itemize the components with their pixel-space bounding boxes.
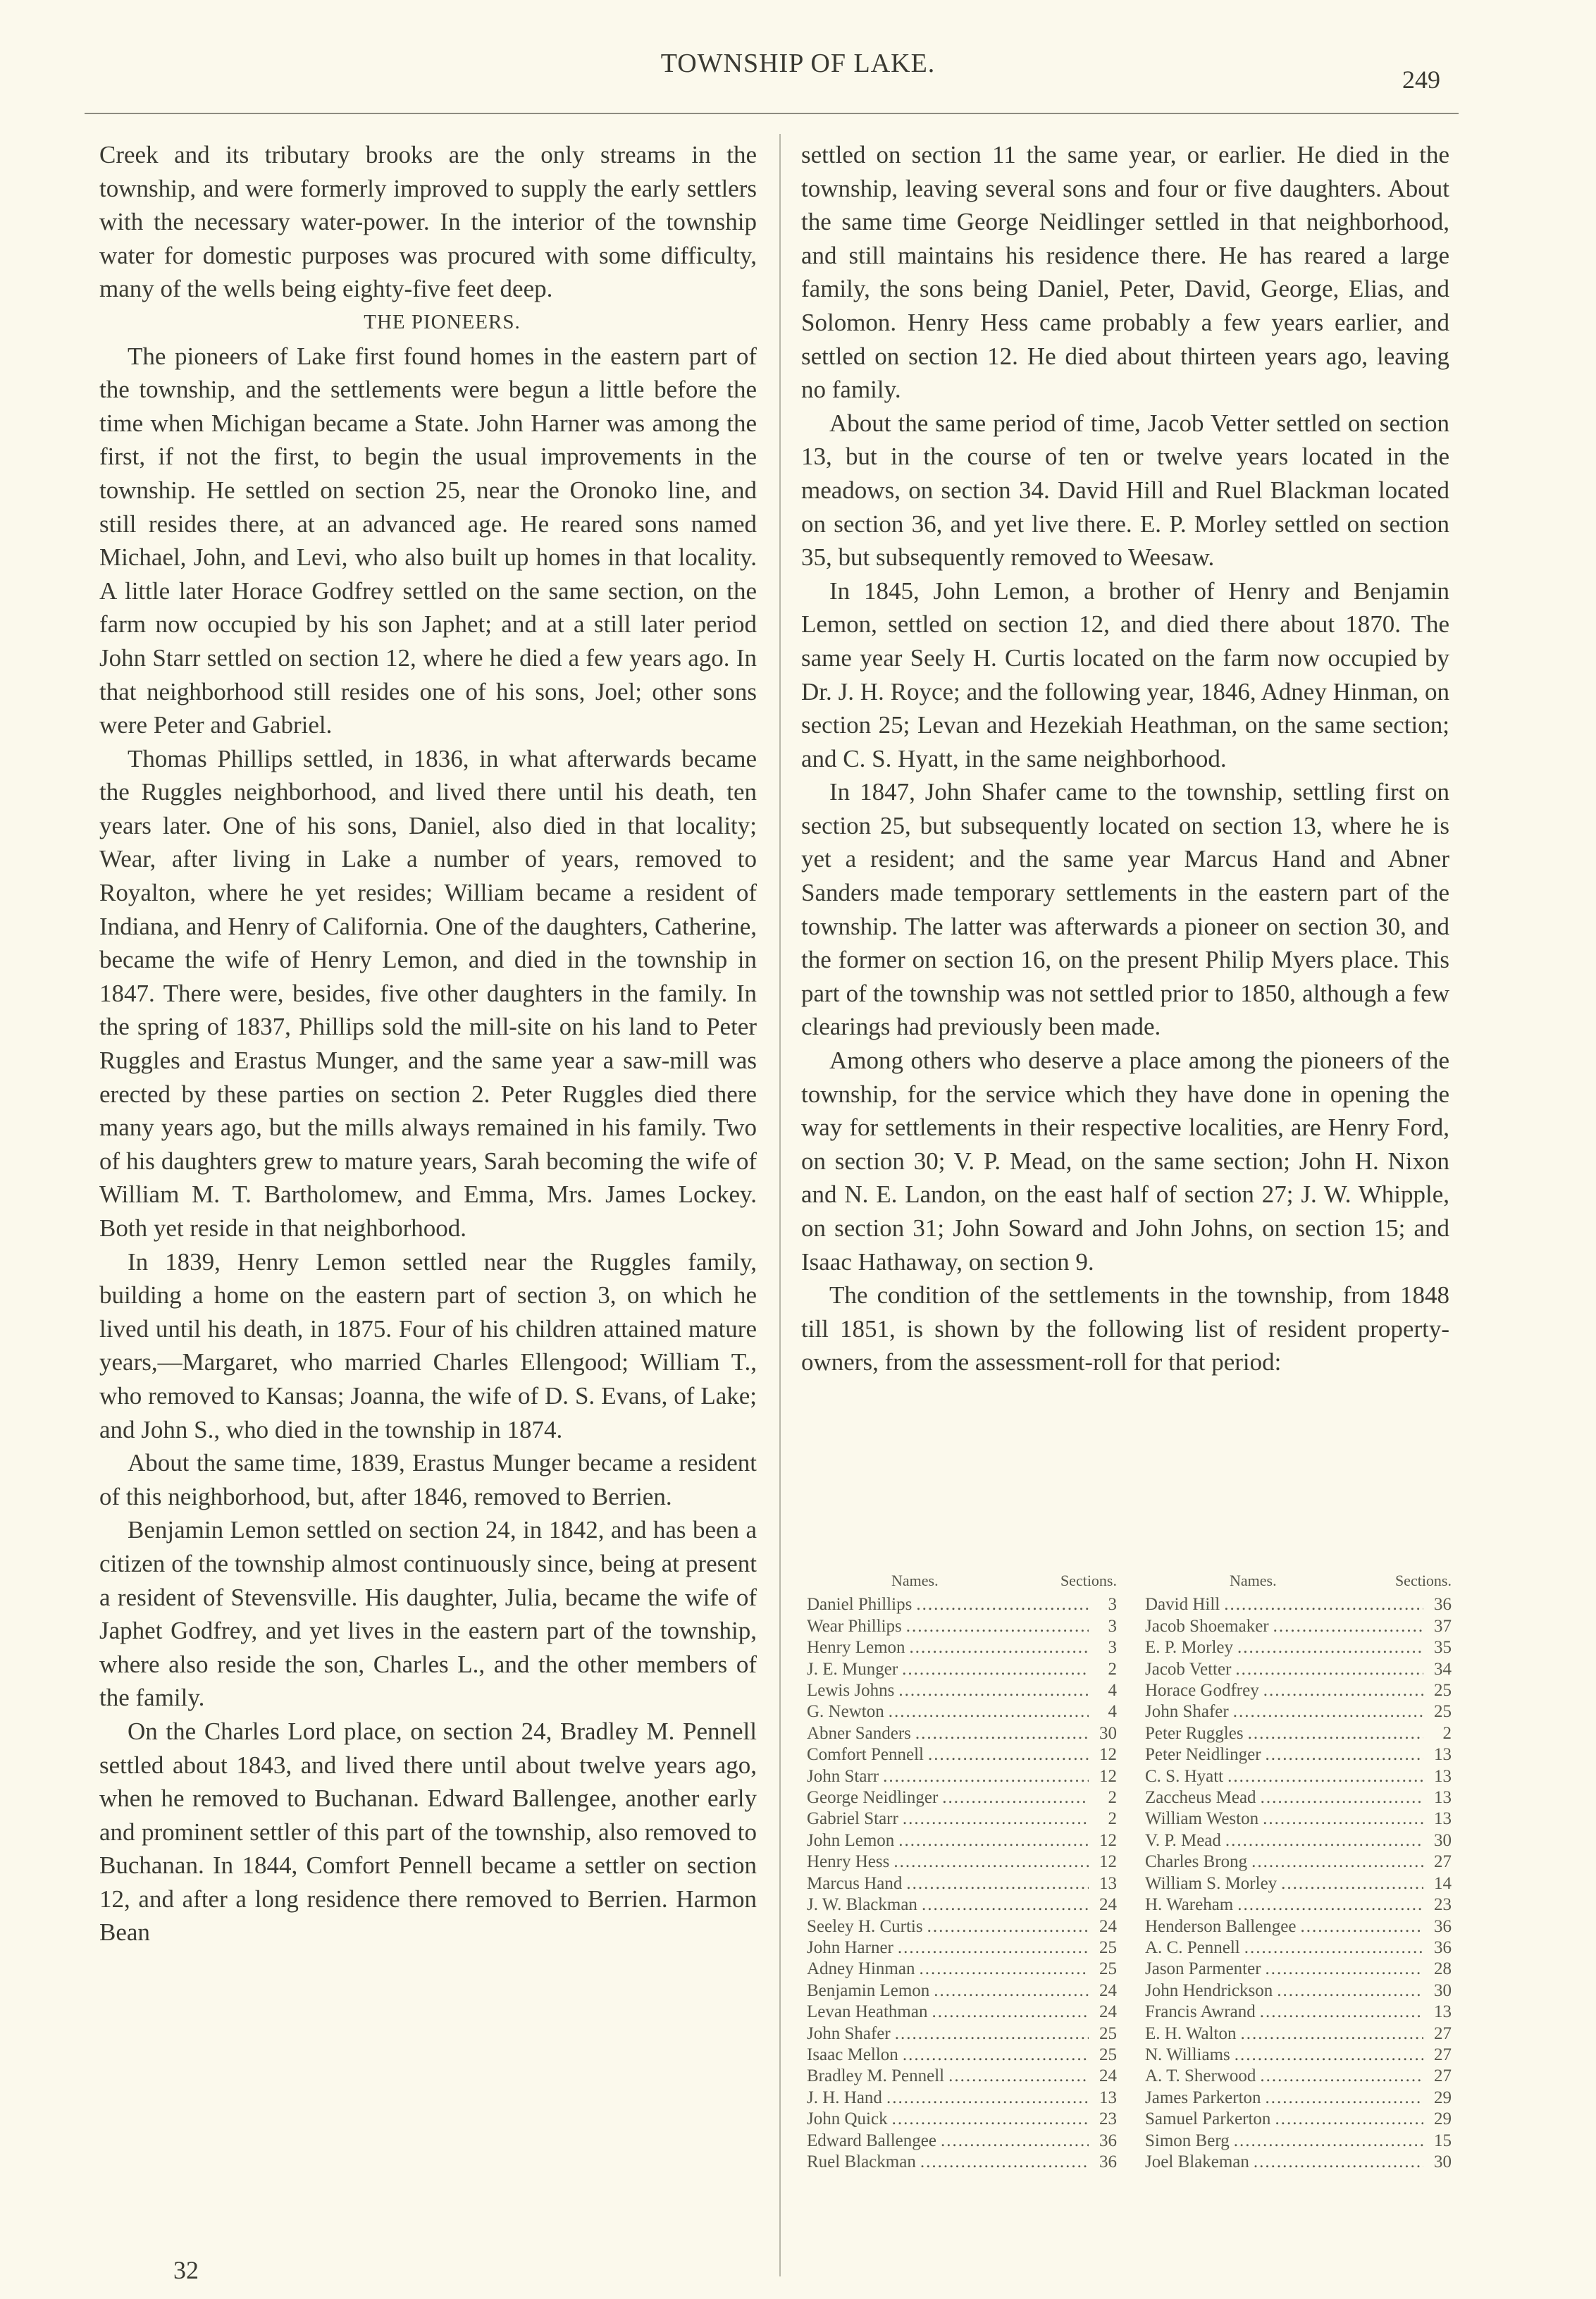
dot-leader <box>1225 1830 1423 1851</box>
dot-leader <box>886 2088 1089 2109</box>
dot-leader <box>942 1787 1089 1808</box>
section-number: 24 <box>1099 2002 1117 2022</box>
table-row <box>1145 2131 1452 2152</box>
section-number: 23 <box>1434 1895 1452 1915</box>
dot-leader <box>927 1916 1089 1937</box>
table-row <box>807 2088 1117 2109</box>
table-row <box>807 2152 1117 2173</box>
folio-signature: 32 <box>173 2256 199 2284</box>
table-row <box>1145 1659 1452 1680</box>
table-row <box>1145 1980 1452 2002</box>
owner-name: Isaac Mellon <box>807 2045 898 2064</box>
section-number: 12 <box>1099 1852 1117 1872</box>
section-number: 25 <box>1099 1937 1117 1957</box>
section-number: 4 <box>1108 1702 1117 1722</box>
paragraph: Benjamin Lemon settled on section 24, in 1842, and has been a citizen of the township almost continuously since, being at present a resident of Stevensville. His daughter, Julia, became the wife of Japhet Godfrey, and yet lives in the eastern part of the township, where also reside the son, Charles L., and the other members of the family. <box>99 1516 757 1712</box>
section-number: 30 <box>1099 1723 1117 1743</box>
owner-name: V. P. Mead <box>1145 1830 1221 1850</box>
owner-name: John Shafer <box>1145 1702 1229 1722</box>
section-number: 36 <box>1434 1595 1452 1615</box>
owner-name: John Harner <box>807 1937 893 1957</box>
assessment-table-left <box>807 1570 1117 2173</box>
paragraph: The condition of the settlements in the township, from 1848 till 1851, is shown by the following list of resident property-owners, from the assessment-roll for that period: <box>801 1281 1449 1376</box>
dot-leader <box>906 1616 1089 1637</box>
table-row <box>807 2002 1117 2023</box>
owner-name: A. C. Pennell <box>1145 1937 1240 1957</box>
owner-name: J. H. Hand <box>807 2088 882 2107</box>
dot-leader <box>1235 1659 1423 1680</box>
paragraph: Thomas Phillips settled, in 1836, in what afterwards became the Ruggles neighborhood, and lived there until his death, ten years later. One of his sons, Daniel, also died in that locality; Wear, after living in Lake a number of years, removed to Royalton, where he yet resides; William became a resident of Indiana, and Henry of California. One of the daughters, Catherine, became the wife of Henry Lemon, and died in the township in 1847. There were, besides, five other daughters in the family. In the spring of 1837, Phillips sold the mill-site on his land to Peter Ruggles and Erastus Munger, and the same year a saw-mill was erected by these parties on section 2. Peter Ruggles died there many years ago, but the mills always remained in his family. Two of his daughters grew to mature years, Sarah becoming the wife of William M. T. Bartholomew, and Emma, Mrs. James Lockey. Both yet reside in that neighborhood. <box>99 744 757 1242</box>
table-row <box>807 1680 1117 1701</box>
page-number: 249 <box>1402 66 1440 94</box>
table-row <box>807 1808 1117 1830</box>
section-number: 23 <box>1099 2109 1117 2129</box>
section-number: 29 <box>1434 2088 1452 2107</box>
owner-name: William Weston <box>1145 1809 1259 1829</box>
owner-name: Henry Lemon <box>807 1638 905 1658</box>
owner-name: Henry Hess <box>807 1852 890 1872</box>
dot-leader <box>919 1959 1089 1980</box>
table-row <box>1145 2066 1452 2087</box>
names-header: Names. <box>1230 1572 1277 1589</box>
owner-name: J. W. Blackman <box>807 1895 917 1915</box>
dot-leader <box>1227 1766 1423 1787</box>
paragraph: About the same period of time, Jacob Vetter settled on section 13, but in the course of ten or twelve years located in the meadows, on section 34. David Hill and Ruel Blackman located on section 36, and yet live there. E. P. Morley settled on section 35, but subsequently removed to Weesaw. <box>801 409 1449 572</box>
table-row <box>807 1937 1117 1959</box>
table-row <box>1145 1766 1452 1787</box>
table-row <box>1145 1701 1452 1722</box>
table-row <box>1145 1616 1452 1637</box>
dot-leader <box>898 1830 1089 1851</box>
dot-leader <box>892 2109 1089 2130</box>
owner-name: Gabriel Starr <box>807 1809 898 1829</box>
owner-name: J. E. Munger <box>807 1659 898 1679</box>
paragraph: About the same time, 1839, Erastus Munger became a resident of this neighborhood, but, after 1846, removed to Berrien. <box>99 1449 757 1510</box>
dot-leader <box>906 1873 1089 1894</box>
section-number: 35 <box>1434 1638 1452 1658</box>
table-row <box>807 1659 1117 1680</box>
owner-name: Samuel Parkerton <box>1145 2109 1271 2129</box>
owner-name: E. P. Morley <box>1145 1638 1233 1658</box>
section-number: 24 <box>1099 2066 1117 2086</box>
running-head: TOWNSHIP OF LAKE. <box>660 49 936 78</box>
table-row <box>807 2066 1117 2087</box>
dot-leader <box>928 1744 1089 1765</box>
section-number: 13 <box>1434 1766 1452 1786</box>
table-row <box>1145 2023 1452 2045</box>
assessment-table-right <box>1145 1570 1452 2173</box>
table-row <box>807 1744 1117 1765</box>
paragraph: Creek and its tributary brooks are the only streams in the township, and were formerly improved to supply the early settlers with the necessary water-power. In the interior of the township water for domestic purposes was procured with some difficulty, many of the wells being eighty-five feet deep. <box>99 141 757 303</box>
dot-leader <box>1237 1894 1423 1916</box>
dot-leader <box>1263 1680 1423 1701</box>
dot-leader <box>1266 1744 1423 1765</box>
section-heading: THE PIONEERS. <box>364 310 521 333</box>
left-column <box>99 138 757 1949</box>
owner-name: Zaccheus Mead <box>1145 1788 1256 1808</box>
sections-header: Sections. <box>1060 1572 1117 1589</box>
owner-name: Bradley M. Pennell <box>807 2066 945 2086</box>
sections-header: Sections. <box>1394 1572 1452 1589</box>
dot-leader <box>941 2131 1089 2152</box>
section-number: 2 <box>1108 1788 1117 1808</box>
table-row <box>1145 1744 1452 1765</box>
dot-leader <box>916 1594 1089 1615</box>
owner-name: H. Wareham <box>1145 1895 1234 1915</box>
owner-name: John Starr <box>807 1766 879 1786</box>
section-number: 24 <box>1099 1895 1117 1915</box>
table-row <box>807 1894 1117 1916</box>
table-row <box>807 2045 1117 2066</box>
section-number: 36 <box>1099 2131 1117 2150</box>
dot-leader <box>1260 2002 1423 2023</box>
section-number: 25 <box>1434 1681 1452 1701</box>
dot-leader <box>902 1659 1089 1680</box>
owner-name: Jacob Shoemaker <box>1145 1616 1269 1636</box>
owner-name: Comfort Pennell <box>807 1745 924 1765</box>
dot-leader <box>1275 2109 1423 2130</box>
owner-name: John Hendrickson <box>1145 1980 1273 2000</box>
dot-leader <box>948 2066 1089 2087</box>
table-row <box>807 1787 1117 1808</box>
owner-name: Horace Godfrey <box>1145 1681 1259 1701</box>
owner-name: E. H. Walton <box>1145 2023 1237 2043</box>
section-number: 34 <box>1434 1659 1452 1679</box>
paragraph: In 1839, Henry Lemon settled near the Ruggles family, building a home on the eastern part of section 3, on which he lived until his death, in 1875. Four of his children attained mature years,—Margaret, who married Charles Ellengood; William T., who removed to Kansas; Joanna, the wife of D. S. Evans, of Lake; and John S., who died in the township in 1874. <box>99 1247 757 1443</box>
table-row <box>807 1594 1117 1615</box>
table-row <box>1145 1594 1452 1615</box>
table-row <box>1145 1959 1452 1980</box>
owner-name: Peter Ruggles <box>1145 1723 1244 1743</box>
section-number: 13 <box>1434 2002 1452 2022</box>
table-row <box>807 2109 1117 2130</box>
section-number: 4 <box>1108 1681 1117 1701</box>
section-number: 24 <box>1099 1916 1117 1936</box>
owner-name: Joel Blakeman <box>1145 2152 1249 2171</box>
section-number: 37 <box>1434 1616 1452 1636</box>
section-number: 36 <box>1099 2152 1117 2171</box>
paragraph: Among others who deserve a place among the pioneers of the township, for the service which they have done in opening the way for settlements in their respective localities, are Henry Ford, on section 30; V. P. Mead, on the same section; John H. Nixon and N. E. Landon, on the east half of section 27; J. W. Whipple, on section 31; John Soward and John Johns, on section 15; and Isaac Hathaway, on section 9. <box>801 1047 1449 1276</box>
dot-leader <box>903 1808 1089 1830</box>
paragraph: The pioneers of Lake first found homes in the eastern part of the township, and the settlements were begun a little before the time when Michigan became a State. John Harner was among the first, if not the first, to begin the usual improvements in the township. He settled on section 25, near the Oronoko line, and still resides there, at an advanced age. He reared sons named Michael, John, and Levi, who also built up homes in that locality. A little later Horace Godfrey settled on the same section, on the farm now occupied by his son Japhet; and at a still later period John Starr settled on section 12, where he died a few years ago. In that neighborhood still resides one of his sons, Joel; other sons were Peter and Gabriel. <box>99 342 757 739</box>
section-number: 3 <box>1108 1616 1117 1636</box>
paragraph: In 1847, John Shafer came to the township, settling first on section 25, but subsequently located on section 13, where he is yet a resident; and the same year Marcus Hand and Abner Sanders made temporary settlements in the eastern part of the township. The latter was afterwards a pioneer on section 30, and the former on section 16, on the present Philip Myers place. This part of the township was not settled prior to 1850, although a few clearings had previously been made. <box>801 778 1449 1041</box>
table-row <box>1145 1637 1452 1658</box>
table-row <box>807 1916 1117 1937</box>
dot-leader <box>920 2152 1089 2173</box>
table-row <box>1145 2152 1452 2173</box>
section-number: 27 <box>1434 2066 1452 2086</box>
table-row <box>1145 1916 1452 1937</box>
table-row <box>807 1616 1117 1637</box>
table-row <box>807 2131 1117 2152</box>
owner-name: Levan Heathman <box>807 2002 928 2022</box>
owner-name: C. S. Hyatt <box>1145 1766 1224 1786</box>
dot-leader <box>934 1980 1089 2002</box>
table-row <box>807 1723 1117 1744</box>
section-number: 30 <box>1434 2152 1452 2171</box>
dot-leader <box>895 2023 1089 2045</box>
dot-leader <box>1277 1980 1423 2002</box>
table-row <box>807 1980 1117 2002</box>
table-row <box>807 1637 1117 1658</box>
owner-name: A. T. Sherwood <box>1145 2066 1256 2086</box>
table-header <box>807 1570 1117 1591</box>
dot-leader <box>1266 1959 1423 1980</box>
table-row <box>807 1873 1117 1894</box>
owner-name: Benjamin Lemon <box>807 1980 930 2000</box>
table-row <box>807 1851 1117 1873</box>
owner-name: N. Williams <box>1145 2045 1230 2064</box>
dot-leader <box>893 1851 1089 1873</box>
dot-leader <box>1233 1701 1423 1722</box>
owner-name: Abner Sanders <box>807 1723 911 1743</box>
table-row <box>1145 2002 1452 2023</box>
section-number: 36 <box>1434 1937 1452 1957</box>
column-rule <box>779 134 781 2276</box>
owner-name: John Quick <box>807 2109 888 2129</box>
table-row <box>1145 1873 1452 1894</box>
dot-leader <box>1281 1873 1423 1894</box>
owner-name: Jacob Vetter <box>1145 1659 1232 1679</box>
dot-leader <box>1251 1851 1423 1873</box>
table-row <box>1145 1808 1452 1830</box>
table-row <box>807 1959 1117 1980</box>
section-number: 3 <box>1108 1638 1117 1658</box>
dot-leader <box>898 1680 1089 1701</box>
dot-leader <box>1240 2023 1423 2045</box>
section-number: 13 <box>1099 2088 1117 2107</box>
section-number: 25 <box>1099 2045 1117 2064</box>
section-number: 12 <box>1099 1766 1117 1786</box>
owner-name: James Parkerton <box>1145 2088 1261 2107</box>
section-number: 25 <box>1434 1702 1452 1722</box>
owner-name: David Hill <box>1145 1595 1220 1615</box>
dot-leader <box>889 1701 1089 1722</box>
section-number: 12 <box>1099 1830 1117 1850</box>
dot-leader <box>915 1723 1089 1744</box>
section-number: 25 <box>1099 1959 1117 1979</box>
section-number: 27 <box>1434 2045 1452 2064</box>
section-number: 13 <box>1434 1809 1452 1829</box>
dot-leader <box>1248 1723 1423 1744</box>
section-number: 2 <box>1108 1659 1117 1679</box>
table-row <box>807 1830 1117 1851</box>
paragraph: settled on section 11 the same year, or earlier. He died in the township, leaving several sons and four or five daughters. About the same time George Neidlinger settled in that neighborhood, and still maintains his residence there. He has reared a large family, the sons being Daniel, Peter, David, George, Elias, and Solomon. Henry Hess came probably a few years earlier, and settled on section 12. He died about thirteen years ago, leaving no family. <box>801 141 1449 404</box>
owner-name: Adney Hinman <box>807 1959 915 1979</box>
owner-name: William S. Morley <box>1145 1873 1278 1893</box>
section-number: 13 <box>1434 1788 1452 1808</box>
paragraph: On the Charles Lord place, on section 24, Bradley M. Pennell settled about 1843, and lived there until about twelve years ago, when he removed to Buchanan. Edward Ballengee, another early and prominent settler of this part of the township, also removed to Buchanan. In 1844, Comfort Pennell became a settler on section 12, and after a long residence there removed to Berrien. Harmon Bean <box>99 1717 757 1947</box>
table-row <box>1145 1937 1452 1959</box>
table-row <box>807 2023 1117 2045</box>
paragraph: In 1845, John Lemon, a brother of Henry and Benjamin Lemon, settled on section 12, and died there about 1870. The same year Seely H. Curtis located on the farm now occupied by Dr. J. H. Royce; and the following year, 1846, Adney Hinman, on section 25; Levan and Hezekiah Heathman, on the same section; and C. S. Hyatt, in the same neighborhood. <box>801 577 1449 772</box>
dot-leader <box>898 1937 1089 1959</box>
owner-name: Jason Parmenter <box>1145 1959 1261 1979</box>
owner-name: G. Newton <box>807 1702 884 1722</box>
section-number: 29 <box>1434 2109 1452 2129</box>
table-row <box>807 1766 1117 1787</box>
dot-leader <box>1235 2045 1423 2066</box>
dot-leader <box>1244 1937 1423 1959</box>
section-number: 13 <box>1434 1745 1452 1765</box>
table-row <box>1145 1830 1452 1851</box>
dot-leader <box>1237 1637 1423 1658</box>
right-column <box>801 138 1449 1379</box>
dot-leader <box>903 2045 1089 2066</box>
section-number: 36 <box>1434 1916 1452 1936</box>
section-number: 12 <box>1099 1745 1117 1765</box>
owner-name: Marcus Hand <box>807 1873 903 1893</box>
owner-name: Lewis Johns <box>807 1681 895 1701</box>
section-number: 27 <box>1434 2023 1452 2043</box>
table-row <box>1145 2088 1452 2109</box>
owner-name: John Shafer <box>807 2023 891 2043</box>
dot-leader <box>1261 1787 1423 1808</box>
owner-name: Charles Brong <box>1145 1852 1248 1872</box>
section-number: 28 <box>1434 1959 1452 1979</box>
table-row <box>1145 1851 1452 1873</box>
dot-leader <box>1224 1594 1423 1615</box>
dot-leader <box>1260 2066 1423 2087</box>
owner-name: Simon Berg <box>1145 2131 1230 2150</box>
table-row <box>1145 1894 1452 1916</box>
names-header: Names. <box>891 1572 939 1589</box>
section-number: 2 <box>1108 1809 1117 1829</box>
section-number: 30 <box>1434 1830 1452 1850</box>
section-number: 3 <box>1108 1595 1117 1615</box>
dot-leader <box>922 1894 1089 1916</box>
header-rule <box>85 113 1459 114</box>
dot-leader <box>1263 1808 1423 1830</box>
dot-leader <box>1273 1616 1423 1637</box>
dot-leader <box>883 1766 1089 1787</box>
table-row <box>1145 2045 1452 2066</box>
dot-leader <box>910 1637 1089 1658</box>
owner-name: Peter Neidlinger <box>1145 1745 1261 1765</box>
section-number: 25 <box>1099 2023 1117 2043</box>
table-row <box>1145 1723 1452 1744</box>
table-row <box>1145 1787 1452 1808</box>
owner-name: Edward Ballengee <box>807 2131 936 2150</box>
dot-leader <box>1266 2088 1423 2109</box>
dot-leader <box>1234 2131 1423 2152</box>
table-row <box>1145 1680 1452 1701</box>
table-row <box>1145 2109 1452 2130</box>
owner-name: John Lemon <box>807 1830 895 1850</box>
dot-leader <box>1301 1916 1423 1937</box>
owner-name: Wear Phillips <box>807 1616 902 1636</box>
owner-name: Ruel Blackman <box>807 2152 916 2171</box>
section-number: 30 <box>1434 1980 1452 2000</box>
owner-name: Seeley H. Curtis <box>807 1916 923 1936</box>
dot-leader <box>1254 2152 1423 2173</box>
section-number: 2 <box>1442 1723 1452 1743</box>
section-number: 13 <box>1099 1873 1117 1893</box>
owner-name: George Neidlinger <box>807 1788 939 1808</box>
owner-name: Henderson Ballengee <box>1145 1916 1297 1936</box>
table-row <box>807 1701 1117 1722</box>
section-number: 15 <box>1434 2131 1452 2150</box>
section-number: 14 <box>1434 1873 1452 1893</box>
owner-name: Daniel Phillips <box>807 1595 913 1615</box>
section-number: 27 <box>1434 1852 1452 1872</box>
table-header <box>1145 1570 1452 1591</box>
dot-leader <box>932 2002 1089 2023</box>
owner-name: Francis Awrand <box>1145 2002 1256 2022</box>
section-number: 24 <box>1099 1980 1117 2000</box>
